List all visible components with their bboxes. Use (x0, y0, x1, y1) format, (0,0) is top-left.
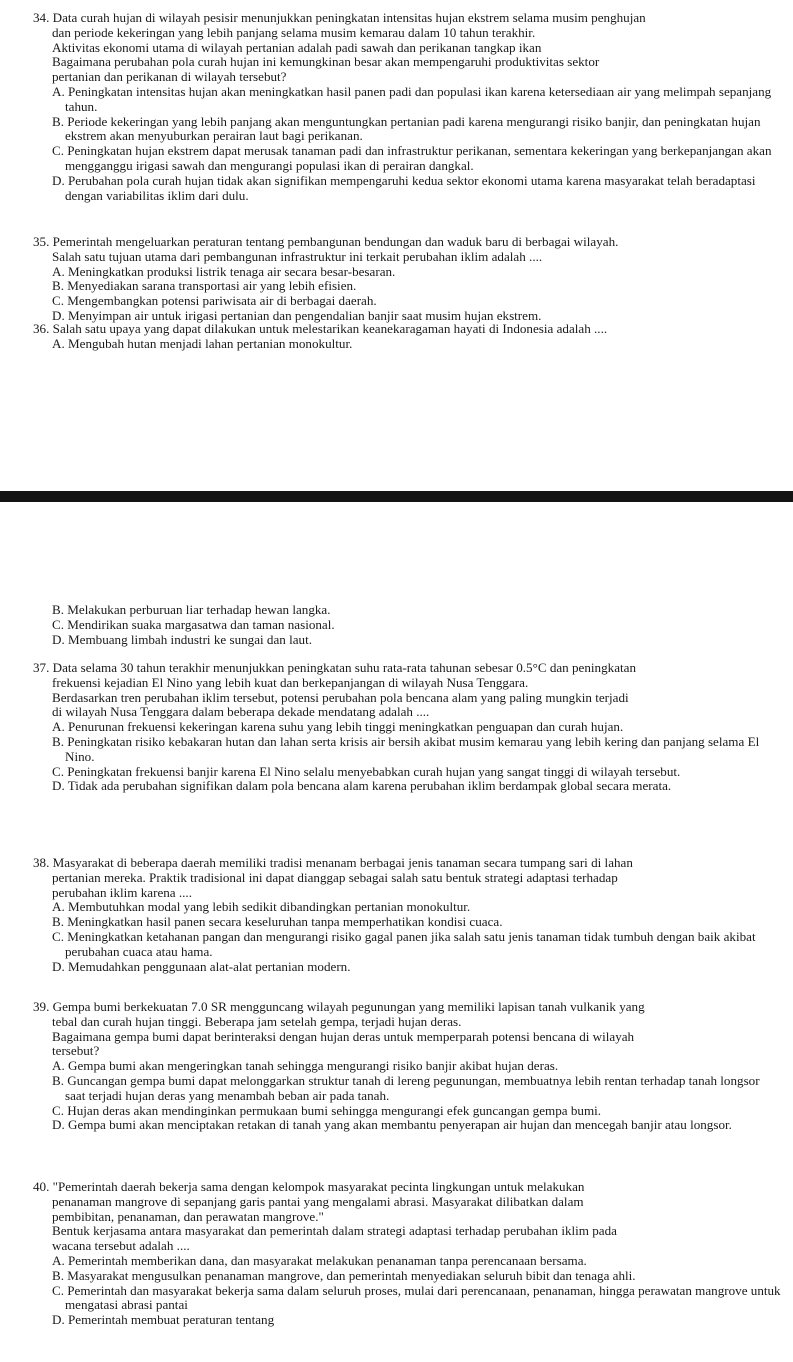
question-35 (33, 235, 783, 324)
option-40-b[interactable]: B. Masyarakat mengusulkan penanaman mangrove, dan pemerintah menyediakan seluruh bibit dan tenaga ahli. (52, 1267, 636, 1283)
option-38-b[interactable]: B. Meningkatkan hasil panen secara keseluruhan tanpa memperhatikan kondisi cuaca. (52, 914, 503, 930)
question-40 (33, 1180, 783, 1328)
question-38-stem: 38. Masyarakat di beberapa daerah memiliki tradisi menanam berbagai jenis tanaman secara tumpang sari di lahan pertanian mereka. Praktik tradisional ini dapat dianggap sebagai salah satu bentuk strategi adaptasi terhadap perubahan iklim karena .... (33, 855, 633, 900)
question-39-stem: 39. Gempa bumi berkekuatan 7.0 SR mengguncang wilayah pegunungan yang memiliki lapisan tanah vulkanik yang tebal dan curah hujan tinggi. Beberapa jam setelah gempa, terjadi hujan deras. (33, 999, 645, 1029)
option-38-d[interactable]: D. Memudahkan penggunaan alat-alat pertanian modern. (52, 958, 351, 974)
question-35-context: Salah satu tujuan utama dari pembangunan infrastruktur ini terkait perubahan iklim adalah .... (52, 248, 543, 264)
option-34-a[interactable]: A. Peningkatan intensitas hujan akan meningkatkan hasil panen padi dan populasi ikan karena ketersediaan air yang melimpah sepanjang tahun. (52, 83, 772, 114)
question-37 (33, 661, 783, 794)
question-38 (33, 856, 783, 974)
option-35-b[interactable]: B. Menyediakan sarana transportasi air yang lebih efisien. (52, 278, 357, 294)
option-37-d[interactable]: D. Tidak ada perubahan signifikan dalam pola bencana alam karena perubahan iklim berdampak global secara merata. (52, 778, 672, 794)
question-36-continued (33, 603, 783, 647)
option-36-b[interactable]: B. Melakukan perburuan liar terhadap hewan langka. (52, 602, 331, 617)
option-34-d[interactable]: D. Perubahan pola curah hujan tidak akan signifikan mempengaruhi kedua sektor ekonomi utama karena masyarakat telah beradaptasi dengan variabilitas iklim dari dulu. (52, 172, 756, 203)
option-40-a[interactable]: A. Pemerintah memberikan dana, dan masyarakat melakukan penanaman tanpa perencanaan bersama. (52, 1252, 587, 1268)
question-40-stem: 40. "Pemerintah daerah bekerja sama dengan kelompok masyarakat pecinta lingkungan untuk melakukan penanaman mangrove di sepanjang garis pantai yang mengalami abrasi. Masyarakat dilibatkan dalam pembibitan, penanaman, dan perawatan mangrove." (33, 1179, 585, 1224)
option-37-a[interactable]: A. Penurunan frekuensi kekeringan karena suhu yang lebih tinggi meningkatkan penguapan dan curah hujan. (52, 719, 624, 735)
question-36-stem: 36. Salah satu upaya yang dapat dilakukan untuk melestarikan keanekaragaman hayati di Indonesia adalah .... (33, 321, 608, 336)
option-35-a[interactable]: A. Meningkatkan produksi listrik tenaga air secara besar-besaran. (52, 263, 396, 279)
option-34-b[interactable]: B. Periode kekeringan yang lebih panjang akan menguntungkan pertanian padi karena mengurangi risiko banjir, dan peningkatan hujan ekstrem akan menyuburkan perairan laut bagi perikanan. (52, 113, 761, 144)
option-35-d[interactable]: D. Menyimpan air untuk irigasi pertanian dan pengendalian banjir saat musim hujan ekstrem. (52, 307, 542, 323)
option-36-d[interactable]: D. Membuang limbah industri ke sungai dan laut. (52, 631, 313, 647)
question-34 (33, 11, 783, 203)
page-break-divider (0, 491, 793, 502)
question-35-stem: 35. Pemerintah mengeluarkan peraturan tentang pembangunan bendungan dan waduk baru di berbagai wilayah. (33, 234, 619, 249)
option-38-c[interactable]: C. Meningkatkan ketahanan pangan dan mengurangi risiko gagal panen jika salah satu jenis tanaman tidak tumbuh dengan baik akibat perubahan cuaca atau hama. (52, 928, 756, 959)
question-34-context: Aktivitas ekonomi utama di wilayah pertanian adalah padi sawah dan perikanan tangkap ikan Bagaimana perubahan pola curah hujan ini kemungkinan besar akan mempengaruhi produktivitas sektor pertanian dan perikanan di wilayah tersebut? (52, 39, 600, 85)
question-36 (33, 322, 783, 352)
option-40-d[interactable]: D. Pemerintah membuat peraturan tentang (52, 1312, 275, 1328)
option-39-c[interactable]: C. Hujan deras akan mendinginkan permukaan bumi sehingga mengurangi efek guncangan gempa bumi. (52, 1102, 602, 1118)
question-39 (33, 1000, 783, 1133)
option-34-c[interactable]: C. Peningkatan hujan ekstrem dapat merusak tanaman padi dan infrastruktur perikanan, sementara kekeringan yang berkepanjangan akan mengganggu irigasi sawah dan mengurangi populasi ikan di perairan dangkal. (52, 143, 772, 173)
option-36-a[interactable]: A. Mengubah hutan menjadi lahan pertanian monokultur. (52, 335, 353, 351)
question-37-stem: 37. Data selama 30 tahun terakhir menunjukkan peningkatan suhu rata-rata tahunan sebesar 0.5°C dan peningkatan frekuensi kejadian El Nino yang lebih kuat dan berkepanjangan di wilayah Nusa Tenggara. (33, 660, 636, 690)
question-34-stem: 34. Data curah hujan di wilayah pesisir menunjukkan peningkatan intensitas hujan ekstrem selama musim penghujan dan periode kekeringan yang lebih panjang selama musim kemarau dalam 10 tahun terakhir. (33, 10, 646, 40)
question-37-context: Berdasarkan tren perubahan iklim tersebut, potensi perubahan pola bencana alam yang paling mungkin terjadi di wilayah Nusa Tenggara dalam beberapa dekade mendatang adalah .... (52, 689, 629, 720)
option-37-b[interactable]: B. Peningkatan risiko kebakaran hutan dan lahan serta krisis air bersih akibat musim kemarau yang lebih kering dan panjang selama El Nino. (52, 733, 760, 764)
option-37-c[interactable]: C. Peningkatan frekuensi banjir karena El Nino selalu menyebabkan curah hujan yang sangat tinggi di wilayah tersebut. (52, 763, 681, 779)
option-40-c[interactable]: C. Pemerintah dan masyarakat bekerja sama dalam seluruh proses, mulai dari perencanaan, penanaman, hingga perawatan mangrove untuk mengatasi abrasi pantai (52, 1282, 781, 1313)
option-39-b[interactable]: B. Guncangan gempa bumi dapat melonggarkan struktur tanah di lereng pegunungan, membuatnya lebih rentan terhadap tanah longsor saat terjadi hujan deras yang menambah beban air pada tanah. (52, 1072, 760, 1103)
question-40-context: Bentuk kerjasama antara masyarakat dan pemerintah dalam strategi adaptasi terhadap perubahan iklim pada wacana tersebut adalah .... (52, 1223, 617, 1254)
option-36-c[interactable]: C. Mendirikan suaka margasatwa dan taman nasional. (52, 616, 335, 632)
option-39-a[interactable]: A. Gempa bumi akan mengeringkan tanah sehingga mengurangi risiko banjir akibat hujan deras. (52, 1058, 559, 1074)
option-35-c[interactable]: C. Mengembangkan potensi pariwisata air di berbagai daerah. (52, 293, 377, 309)
question-39-context: Bagaimana gempa bumi dapat berinteraksi dengan hujan deras untuk memperparah potensi bencana di wilayah tersebut? (52, 1028, 635, 1059)
option-38-a[interactable]: A. Membutuhkan modal yang lebih sedikit dibandingkan pertanian monokultur. (52, 899, 471, 915)
option-39-d[interactable]: D. Gempa bumi akan menciptakan retakan di tanah yang akan membantu penyerapan air hujan dan mencegah banjir atau longsor. (52, 1117, 732, 1133)
